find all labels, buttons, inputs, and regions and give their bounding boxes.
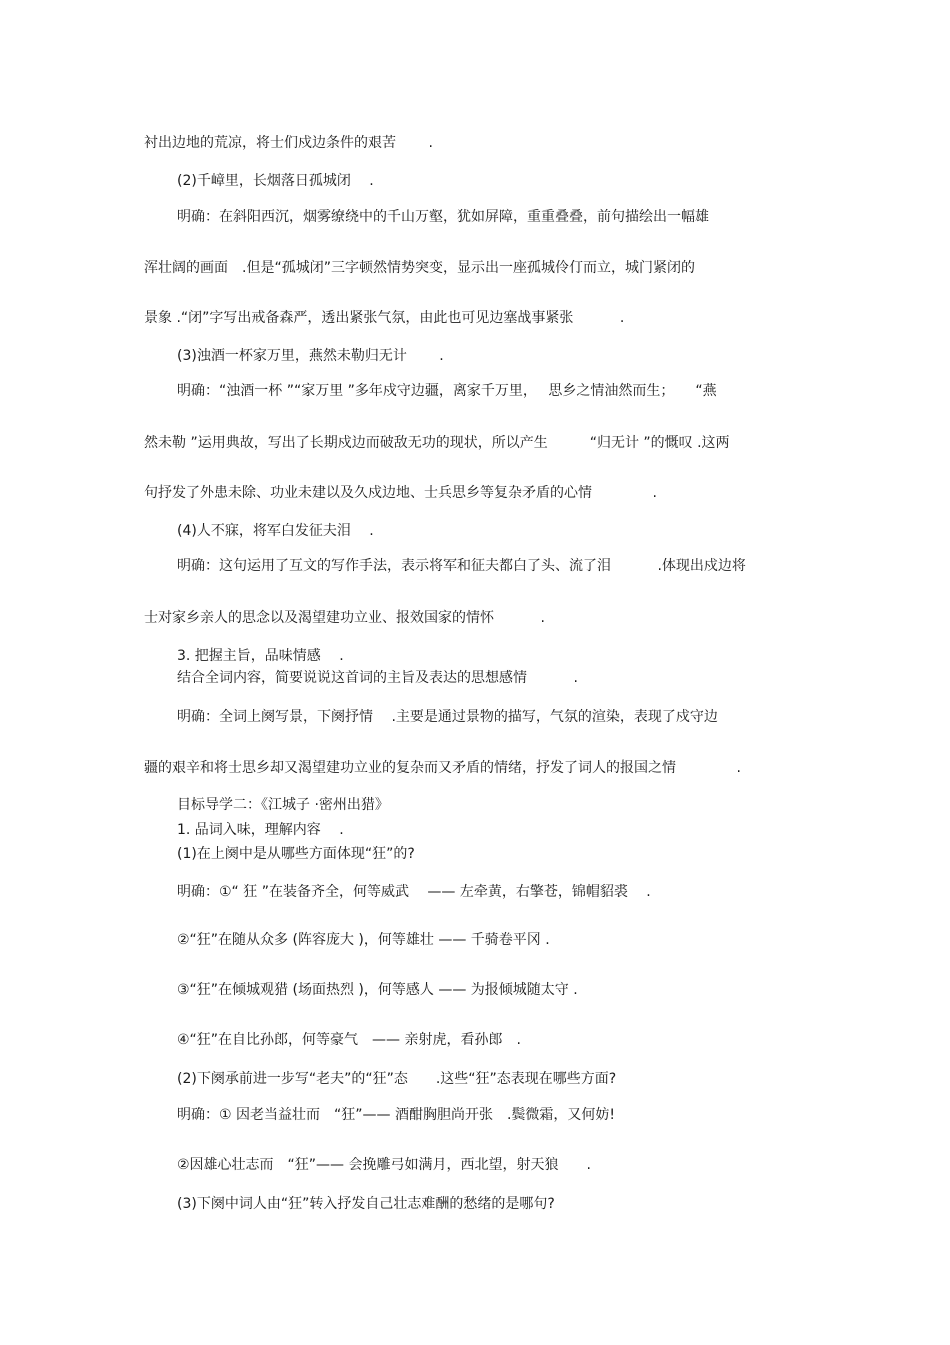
answer-line: 明确：①“ 狂 ”在装备齐全，何等威武 —— 左牵黄，右擎苍，锦帽貂裘 . (177, 884, 651, 900)
section-heading: 3. 把握主旨，品味情感 . (177, 648, 344, 664)
question-line: (4)人不寐，将军白发征夫泪 . (177, 523, 374, 539)
section-heading: 目标导学二：《江城子 ·密州出猎》 (177, 797, 389, 813)
answer-line: ④“狂”在自比孙郎，何等豪气 —— 亲射虎，看孙郎 . (177, 1032, 521, 1048)
question-line: (1)在上阕中是从哪些方面体现“狂”的? (177, 846, 415, 862)
question-line: (3)下阕中词人由“狂”转入抒发自己壮志难酬的愁绪的是哪句? (177, 1196, 555, 1212)
text-line: 浑壮阔的画面 .但是“孤城闭”三字顿然情势突变，显示出一座孤城伶仃而立，城门紧闭的 (144, 260, 695, 276)
question-line: (2)千嶂里，长烟落日孤城闭 . (177, 173, 374, 189)
text-line: 景象 .“闭”字写出戒备森严，透出紧张气氛，由此也可见边塞战事紧张 . (144, 310, 625, 326)
text-line: 然未勒 ”运用典故，写出了长期戍边而破敌无功的现状，所以产生 “归无计 ”的慨叹 .这两 (144, 435, 730, 451)
answer-line: 明确：① 因老当益壮而 “狂”—— 酒酣胸胆尚开张 .鬓微霜，又何妨! (177, 1107, 616, 1123)
answer-line: 明确：“浊酒一杯 ”“家万里 ”多年戍守边疆，离家千万里， 思乡之情油然而生； “燕 (177, 383, 717, 399)
text-line: 士对家乡亲人的思念以及渴望建功立业、报效国家的情怀 . (144, 610, 545, 626)
answer-line: 明确：在斜阳西沉，烟雾缭绕中的千山万壑，犹如屏障，重重叠叠，前句描绘出一幅雄 (177, 209, 709, 225)
answer-line: ③“狂”在倾城观猎 (场面热烈 )，何等感人 —— 为报倾城随太守 . (177, 982, 578, 998)
answer-line: ②因雄心壮志而 “狂”—— 会挽雕弓如满月，西北望，射天狼 . (177, 1157, 591, 1173)
text-line: 句抒发了外患未除、功业未建以及久戍边地、士兵思乡等复杂矛盾的心情 . (144, 485, 657, 501)
answer-line: ②“狂”在随从众多 (阵容庞大 )，何等雄壮 —— 千骑卷平冈 . (177, 932, 550, 948)
question-line: (3)浊酒一杯家万里，燕然未勒归无计 . (177, 348, 444, 364)
answer-line: 明确：全词上阕写景，下阕抒情 .主要是通过景物的描写，气氛的渲染，表现了戍守边 (177, 709, 718, 725)
text-line: 衬出边地的荒凉，将士们戍边条件的艰苦 . (144, 135, 433, 151)
text-line: 疆的艰辛和将士思乡却又渴望建功立业的复杂而又矛盾的情绪，抒发了词人的报国之情 . (144, 760, 741, 776)
question-line: (2)下阕承前进一步写“老夫”的“狂”态 .这些“狂”态表现在哪些方面? (177, 1071, 617, 1087)
section-heading: 1. 品词入味，理解内容 . (177, 822, 344, 838)
question-line: 结合全词内容，简要说说这首词的主旨及表达的思想感情 . (177, 670, 578, 686)
answer-line: 明确：这句运用了互文的写作手法，表示将军和征夫都白了头、流了泪 .体现出戍边将 (177, 558, 746, 574)
